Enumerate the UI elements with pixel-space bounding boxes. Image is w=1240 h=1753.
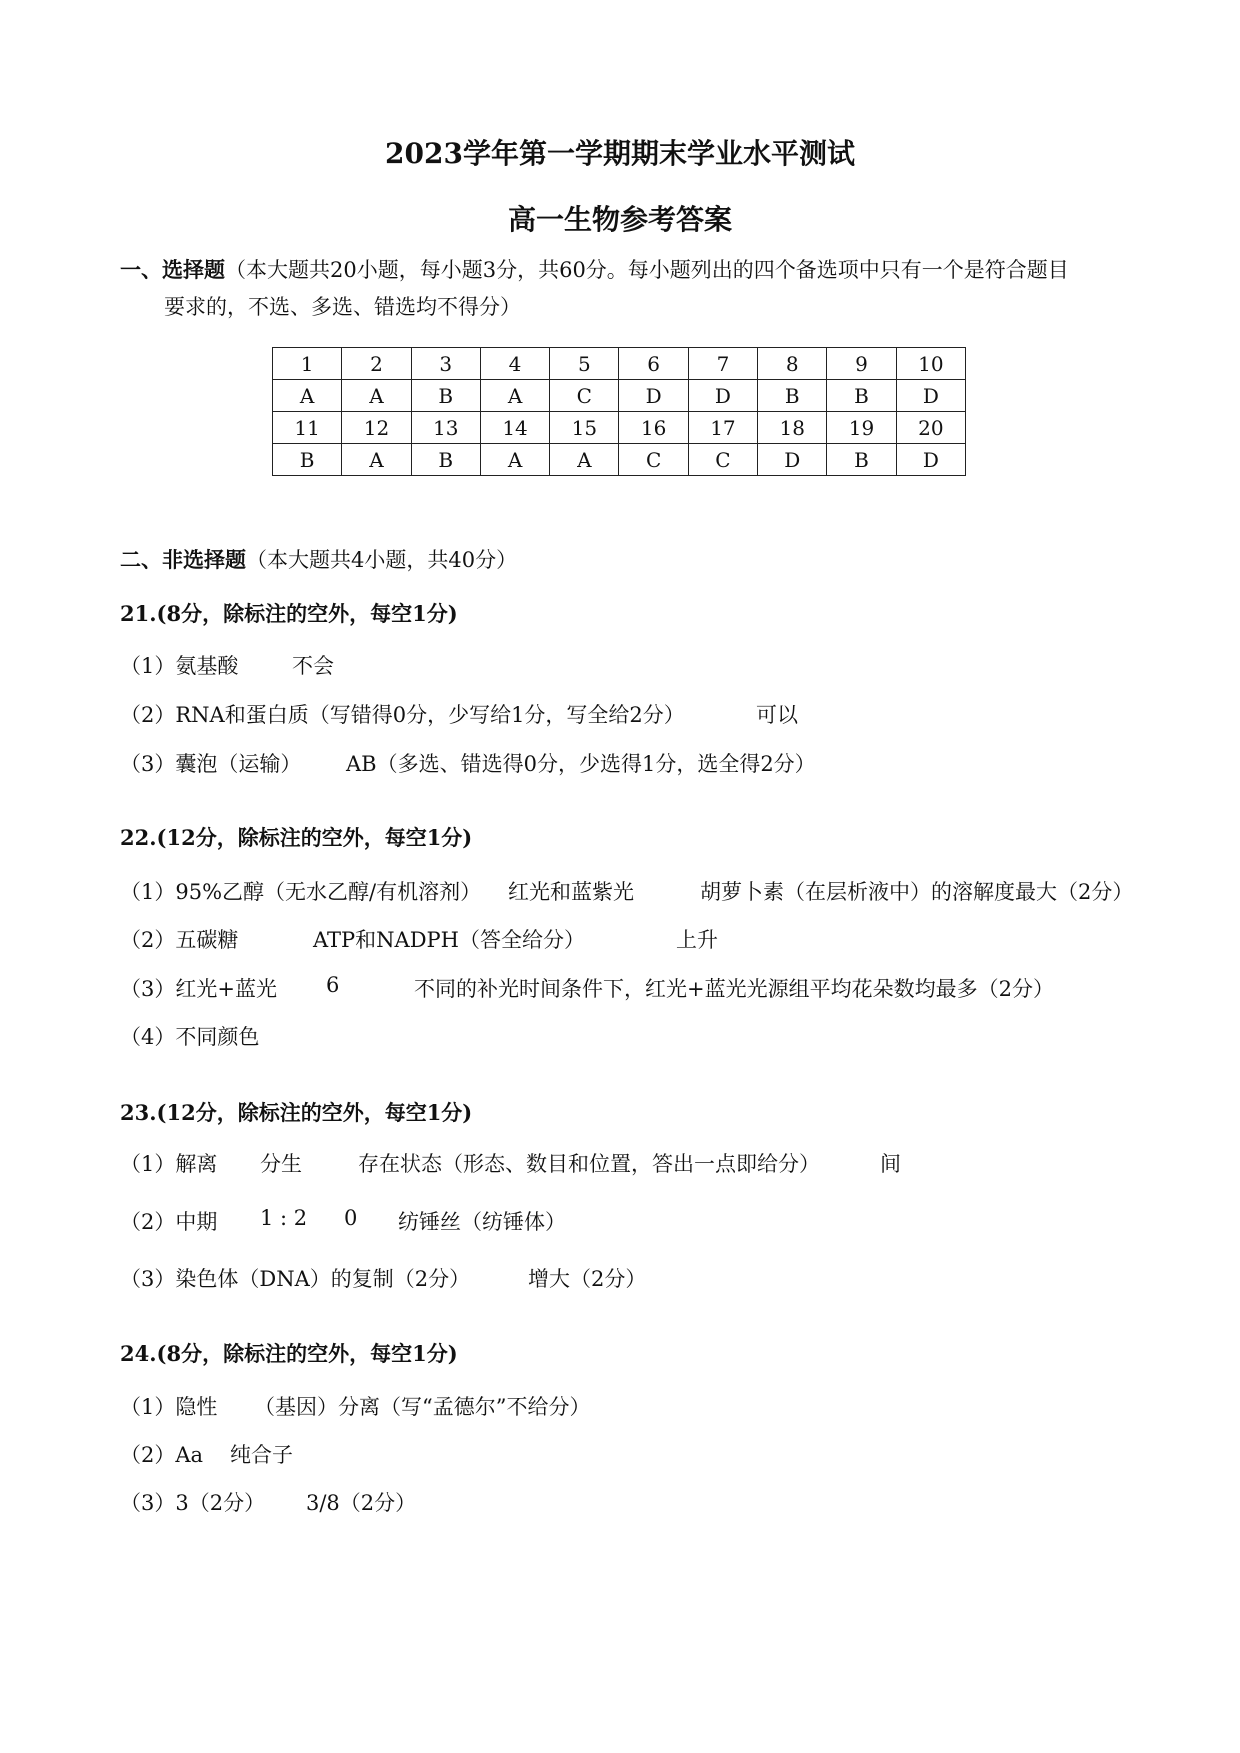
q21-3-b: AB（多选、错选得0分，少选得1分，选全得2分）: [346, 752, 816, 776]
table-cell: 7: [688, 348, 757, 380]
q22-1-b: 红光和蓝紫光: [508, 880, 634, 904]
q21-heading: 21.(8分，除标注的空外，每空1分): [120, 601, 458, 626]
table-row: [273, 412, 966, 444]
table-cell: B: [827, 380, 896, 412]
table-cell: 3: [411, 348, 480, 380]
table-cell: 4: [480, 348, 549, 380]
table-cell: 5: [550, 348, 619, 380]
table-cell: A: [342, 444, 411, 476]
q24-2-b: 纯合子: [230, 1443, 293, 1467]
q22-4-a: （4）不同颜色: [120, 1025, 260, 1049]
table-cell: D: [758, 444, 827, 476]
table-cell: D: [688, 380, 757, 412]
q23-1-a: （1）解离: [120, 1152, 218, 1176]
table-cell: 2: [342, 348, 411, 380]
q24-heading: 24.(8分，除标注的空外，每空1分): [120, 1341, 458, 1366]
exam-title: 2023学年第一学期期末学业水平测试: [385, 137, 855, 170]
q24-1-b: （基因）分离（写“孟德尔”不给分）: [254, 1395, 591, 1419]
q24-2-a: （2）Aa: [120, 1443, 204, 1467]
table-cell: 1: [273, 348, 342, 380]
table-row: [273, 348, 966, 380]
table-row: [273, 444, 966, 476]
q23-3-a: （3）染色体（DNA）的复制（2分）: [120, 1267, 471, 1291]
table-cell: 11: [273, 412, 342, 444]
table-cell: 19: [827, 412, 896, 444]
table-cell: D: [896, 444, 965, 476]
q23-3-b: 增大（2分）: [528, 1267, 647, 1291]
q22-heading: 22.(12分，除标注的空外，每空1分): [120, 825, 473, 850]
q23-1-c: 存在状态（形态、数目和位置，答出一点即给分）: [358, 1152, 820, 1176]
table-cell: B: [273, 444, 342, 476]
table-cell: 9: [827, 348, 896, 380]
section2-desc: （本大题共4小题，共40分）: [246, 548, 518, 572]
table-cell: B: [411, 444, 480, 476]
section1-intro: [120, 254, 1069, 284]
q24-3-a: （3）3（2分）: [120, 1491, 266, 1515]
table-cell: A: [480, 380, 549, 412]
section2-label: 二、非选择题: [120, 547, 246, 572]
table-cell: 17: [688, 412, 757, 444]
q21-1-b: 不会: [292, 654, 334, 678]
answer-key-title: 高一生物参考答案: [507, 203, 732, 236]
q22-3-b: 6: [326, 973, 340, 997]
q22-2-b: ATP和NADPH（答全给分）: [313, 928, 585, 952]
table-cell: B: [411, 380, 480, 412]
table-cell: 12: [342, 412, 411, 444]
table-cell: 18: [758, 412, 827, 444]
q23-heading: 23.(12分，除标注的空外，每空1分): [120, 1100, 473, 1125]
table-cell: D: [896, 380, 965, 412]
table-cell: 8: [758, 348, 827, 380]
q22-2-c: 上升: [676, 928, 718, 952]
q23-1-b: 分生: [260, 1152, 302, 1176]
table-cell: 15: [550, 412, 619, 444]
q23-1-d: 间: [880, 1152, 901, 1176]
section1-desc-line2: 要求的，不选、多选、错选均不得分）: [164, 295, 521, 319]
table-cell: 10: [896, 348, 965, 380]
q24-3-b: 3/8（2分）: [306, 1491, 417, 1515]
table-cell: A: [480, 444, 549, 476]
q23-2-d: 纺锤丝（纺锤体）: [398, 1210, 566, 1234]
q23-2-c: 0: [344, 1206, 358, 1230]
section2-intro: [120, 544, 517, 574]
table-cell: 13: [411, 412, 480, 444]
q21-2-a: （2）RNA和蛋白质（写错得0分，少写给1分，写全给2分）: [120, 703, 685, 727]
choice-answer-table: [272, 347, 966, 476]
q22-1-c: 胡萝卜素（在层析液中）的溶解度最大（2分）: [700, 880, 1134, 904]
q23-2-a: （2）中期: [120, 1210, 218, 1234]
q21-2-b: 可以: [756, 703, 798, 727]
table-cell: A: [342, 380, 411, 412]
section1-desc-line1: （本大题共20小题，每小题3分，共60分。每小题列出的四个备选项中只有一个是符合题目: [225, 258, 1069, 282]
q23-2-b: 1 : 2: [260, 1206, 308, 1230]
section1-label: 一、选择题: [120, 257, 225, 282]
table-cell: 20: [896, 412, 965, 444]
table-cell: B: [827, 444, 896, 476]
table-cell: C: [619, 444, 688, 476]
table-cell: D: [619, 380, 688, 412]
table-cell: B: [758, 380, 827, 412]
table-cell: C: [550, 380, 619, 412]
table-cell: 14: [480, 412, 549, 444]
q24-1-a: （1）隐性: [120, 1395, 218, 1419]
q22-2-a: （2）五碳糖: [120, 928, 239, 952]
table-cell: A: [550, 444, 619, 476]
q21-1-a: （1）氨基酸: [120, 654, 239, 678]
q22-3-a: （3）红光+蓝光: [120, 977, 277, 1001]
q21-3-a: （3）囊泡（运输）: [120, 752, 302, 776]
q22-3-c: 不同的补光时间条件下，红光+蓝光光源组平均花朵数均最多（2分）: [414, 977, 1054, 1001]
q22-1-a: （1）95%乙醇（无水乙醇/有机溶剂）: [120, 880, 482, 904]
table-cell: 6: [619, 348, 688, 380]
table-cell: C: [688, 444, 757, 476]
table-row: [273, 380, 966, 412]
table-cell: A: [273, 380, 342, 412]
table-cell: 16: [619, 412, 688, 444]
